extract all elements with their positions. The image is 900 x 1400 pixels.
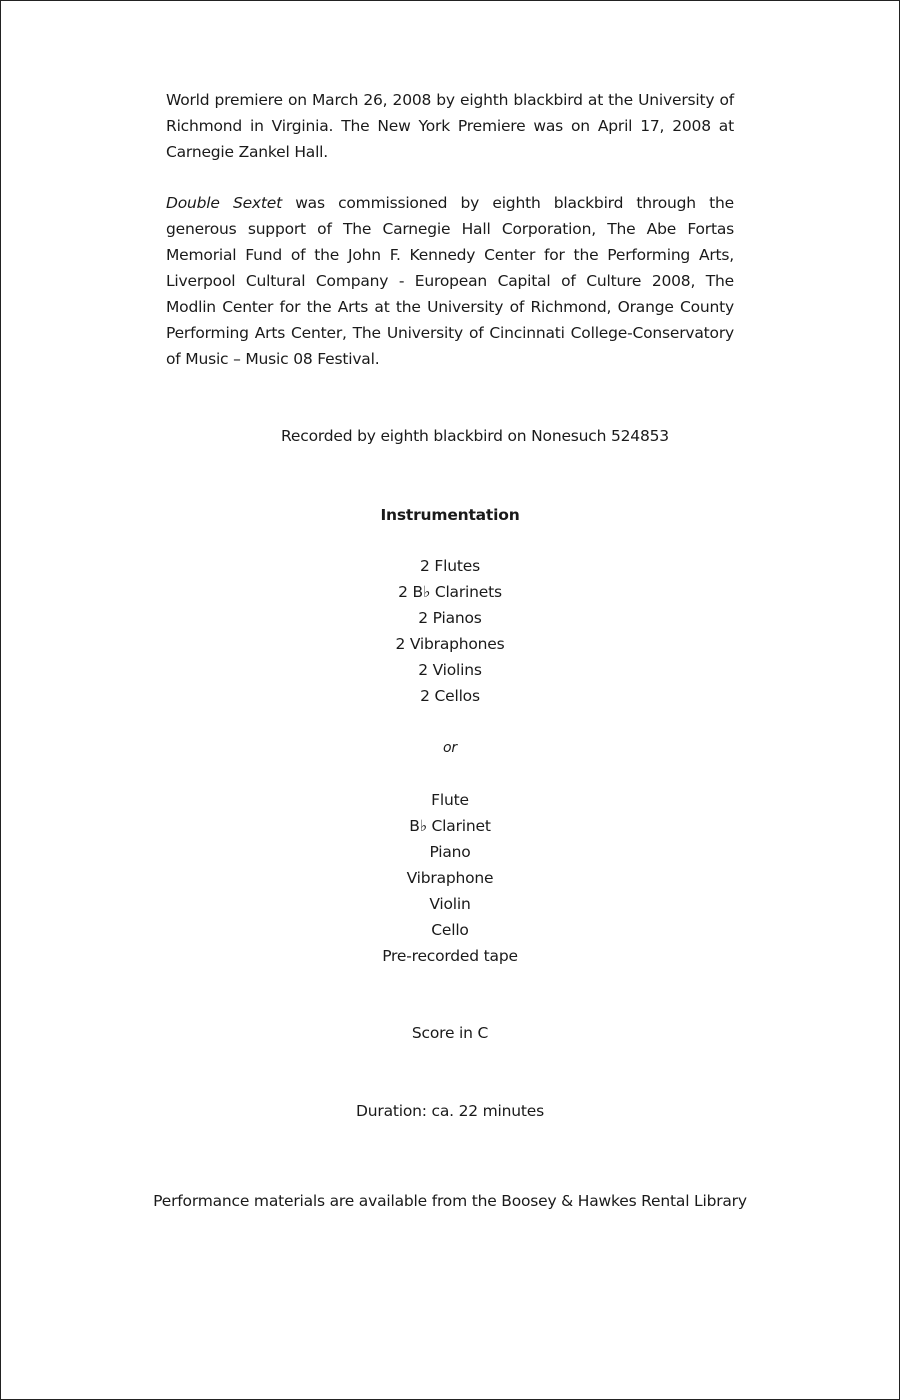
premiere-text: World premiere on March 26, 2008 by eighth blackbird at the University of Richmond in Virginia. The New York Premiere was on April 17, 2008 at Carnegie Zankel Hall. [166,91,734,161]
work-title: Double Sextet [166,194,282,212]
instrument-item: Cello [431,921,469,939]
instrument-item: 2 B♭ Clarinets [398,583,502,601]
instrument-list-full [0,553,900,709]
commission-paragraph [166,190,734,372]
performance-materials-note: Performance materials are available from the Boosey & Hawkes Rental Library [153,1192,747,1210]
instrument-item: 2 Pianos [418,609,482,627]
instrument-list-reduced [0,787,900,969]
score-key: Score in C [411,1024,489,1042]
instrument-item: Pre-recorded tape [382,947,518,965]
instrument-item: Violin [429,895,471,913]
instrument-item: 2 Cellos [420,687,480,705]
premiere-paragraph [166,87,734,165]
recording-note: Recorded by eighth blackbird on Nonesuch 524853 [281,427,669,445]
instrument-item: Flute [431,791,469,809]
instrumentation-heading: Instrumentation [380,506,520,524]
instrument-item: B♭ Clarinet [409,817,491,835]
instrument-item: Vibraphone [406,869,494,887]
duration: Duration: ca. 22 minutes [356,1102,544,1120]
or-separator: or [443,740,457,756]
instrument-item: 2 Vibraphones [395,635,505,653]
instrument-item: 2 Violins [418,661,482,679]
instrument-item: Piano [429,843,471,861]
instrument-item: 2 Flutes [420,557,480,575]
commission-text: was commissioned by eighth blackbird through the generous support of The Carnegie Hall Corporation, The Abe Fortas Memorial Fund of the John F. Kennedy Center for the Performing Arts, Liverpool Cultural Company - European Capital of Culture 2008, The Modlin Center for the Arts at the University of Richmond, Orange County Performing Arts Center, The University of Cincinnati College-Conservatory of Music – Music 08 Festival. [166,194,734,368]
